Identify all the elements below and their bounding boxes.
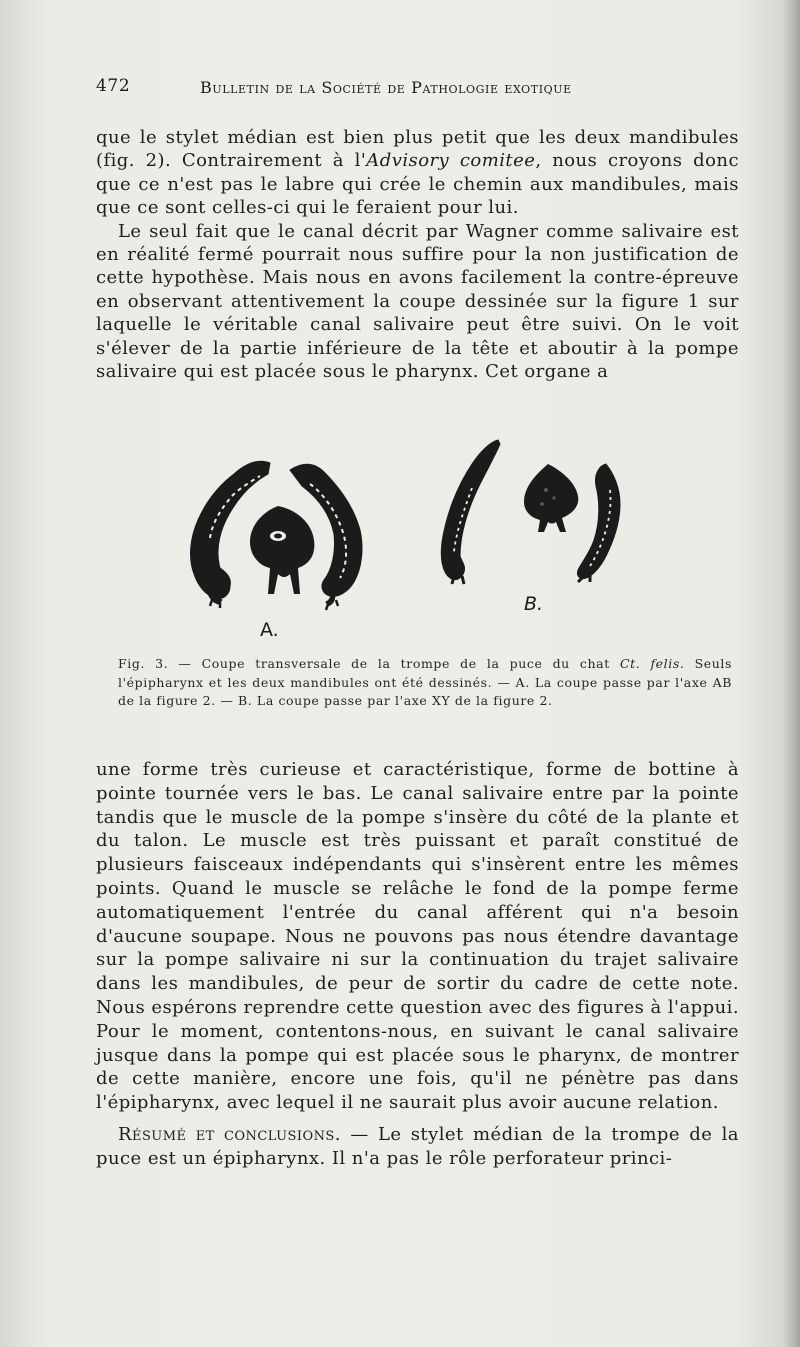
figure-3-drawing bbox=[150, 428, 670, 643]
section-heading: Résumé et conclusions. bbox=[118, 1123, 341, 1145]
text-block-top bbox=[96, 126, 739, 383]
paragraph-salivary-pump: une forme très curieuse et caractéristique, forme de bottine à pointe tournée vers le bas. Le canal salivaire entre par la pointe tandis que le muscle de la pompe s'insère du côté de la plante et du talon. Le muscle est très puissant et paraît constitué de plusieurs faisceaux indépendants qui s'insèrent entre les mêmes points. Quand le muscle se relâche le fond de la pompe ferme automatiquement l'entrée du canal afférent qui n'a besoin d'aucune soupape. Nous ne pouvons pas nous étendre davantage sur la pompe salivaire ni sur la continuation du trajet salivaire dans les mandibules, de peur de sortir du cadre de cette note. Nous espérons reprendre cette question avec des figures à l'appui. Pour le moment, contentons-nous, en suivant le canal salivaire jusque dans la pompe qui est placée sous le pharynx, de montrer de cette manière, encore une fois, qu'il ne pénètre pas dans l'épipharynx, avec lequel il ne saurait plus avoir aucune relation. bbox=[96, 759, 739, 1114]
running-header bbox=[96, 76, 656, 106]
epipharynx-a bbox=[250, 506, 314, 594]
figure-caption: Fig. 3. — Coupe transversale de la trompe de la puce du chat Ct. felis. Seuls l'épipharynx et les deux mandibules ont été dessinés. — A. La coupe passe par l'axe AB de la figure 2. — B. La coupe passe par l'axe XY de la figure 2. bbox=[118, 656, 733, 708]
paragraph-conclusions: Résumé et conclusions. — Le stylet médian de la trompe de la puce est un épipharynx. Il n'a pas le rôle perforateur princi- bbox=[96, 1123, 739, 1169]
mandible-right-b bbox=[577, 464, 620, 582]
epipharynx-b bbox=[524, 464, 578, 532]
page-gutter-shadow bbox=[782, 0, 800, 1347]
running-title: Bulletin de la Société de Pathologie exotique bbox=[200, 78, 572, 97]
paragraph-continuation: que le stylet médian est bien plus petit que les deux mandibules (fig. 2). Contrairement à l'Advisory comitee, nous croyons donc que ce n'est pas le labre qui crée le chemin aux mandibules, mais que ce sont celles-ci qui le feraient pour lui. bbox=[96, 127, 740, 219]
panel-label-a: A. bbox=[260, 619, 279, 641]
caption-species: Ct. felis. bbox=[619, 656, 685, 671]
mandible-left-b bbox=[441, 440, 500, 584]
page-number: 472 bbox=[96, 76, 131, 96]
panel-label-b: B. bbox=[524, 593, 544, 615]
paragraph-wagner: Le seul fait que le canal décrit par Wagner comme salivaire est en réalité fermé pourrait nous suffire pour la non justification de cette hypothèse. Mais nous en avons facilement la contre-épreuve en observant attentivement la coupe dessinée sur la figure 1 sur laquelle le véritable canal salivaire peut être suivi. On le voit s'élever de la partie inférieure de la tête et aboutir à la pompe salivaire qui est placée sous le pharynx. Cet organe a bbox=[96, 220, 739, 383]
text-block-bottom bbox=[96, 758, 739, 1171]
figure-3 bbox=[150, 428, 670, 643]
italic-term: Advisory comitee bbox=[366, 150, 536, 172]
